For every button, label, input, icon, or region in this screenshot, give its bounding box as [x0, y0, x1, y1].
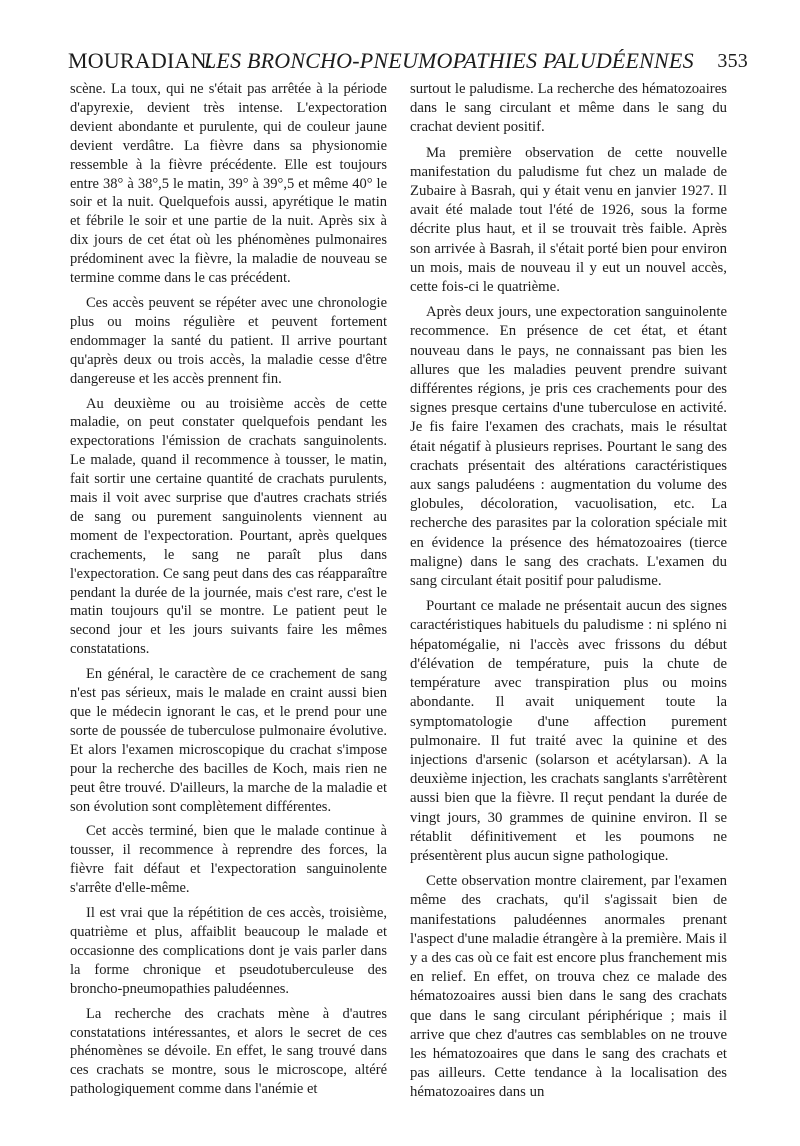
- running-header: [68, 48, 748, 78]
- paragraph: Pourtant ce malade ne présentait aucun des signes caractéristiques habituels du paludisme : ni spléno ni hépatomégalie, ni l'accès avec frissons du début d'élévation de température, puis la chute de température avec transpiration plus ou moins abondante. Il avait uniquement toute la symptomatologie d'une affection purement pulmonaire. Il fut traité avec la quinine et des injections d'arsenic (solarson et acétylarsan). A la deuxième injection, les crachats sanglants s'arrêtèrent aussi bien que la fièvre. Il reçut pendant la durée de vingt jours, 30 grammes de quinine environ. Il se rétablit définitivement et les poumons ne présentèrent plus aucun signe pathologique.: [410, 598, 727, 864]
- header-title: LES BRONCHO-PNEUMOPATHIES PALUDÉENNES: [204, 48, 694, 73]
- paragraph: Après deux jours, une expectoration sanguinolente recommence. En présence de cet état, et étant nouveau dans le pays, ne connaissant pas bien les allures que les maladies peuvent prendre suivant différentes régions, je pris ces crachements pour des signes presque certains d'une tuberculose en activité. Je fis faire l'examen des crachats, mais le résultat était négatif à plusieurs reprises. Pourtant le sang des crachats présentait des altérations caractéristiques aux sangs paludéens : augmentation du volume des globules, décoloration, vacuolisation, etc. La recherche des parasites par la coloration spéciale mit en évidence la présence des hématozoaires (tierce maligne) dans le sang des crachats. L'examen du sang circulant était positif pour paludisme.: [410, 304, 727, 590]
- header-author: MOURADIAN.: [68, 48, 213, 73]
- paragraph: scène. La toux, qui ne s'était pas arrêtée à la période d'apyrexie, devient très intense. L'expectoration devient abondante et purulente, qui de couleur jaune devient verdâtre. La fièvre dans sa physionomie ressemble à la fièvre précédente. Elle est toujours entre 38° à 38°,5 le matin, 39° à 39°,5 et même 40° le soir et la nuit. Quelquefois aussi, apyrétique le matin et fébrile le soir et une partie de la nuit. Après six à dix jours de cet état où les phénomènes pulmonaires prédominent avec la fièvre, la maladie de nouveau se termine comme dans le cas précédent.: [70, 81, 387, 287]
- paragraph: Ces accès peuvent se répéter avec une chronologie plus ou moins régulière et peuvent fortement endommager la santé du patient. Il arrive pourtant qu'après deux ou trois accès, la maladie cesse d'être dangereuse et les accès prennent fin.: [70, 294, 387, 387]
- paragraph: En général, le caractère de ce crachement de sang n'est pas sérieux, mais le malade en craint aussi bien que le médecin ignorant le cas, et le prend pour une sorte de poussée de tuberculose pulmonaire évolutive. Et alors l'examen microscopique du crachat s'impose pour la recherche des bacilles de Koch, mais rien ne peut être trouvé. D'ailleurs, la marche de la maladie et son évolution sont complètement différentes.: [70, 666, 387, 815]
- page-number: 353: [717, 50, 748, 72]
- left-column: [70, 80, 387, 1105]
- paragraph: Ma première observation de cette nouvelle manifestation du paludisme fut chez un malade de Zubaire à Basrah, qui y était venu en janvier 1927. Il avait été malade tout l'été de 1926, sous la forme décrite plus haut, et il se trouvait très faible. Après son arrivée à Basrah, il s'était porté bien pour environ un mois, mais de nouveau il y eut un nouvel accès, cette fois-ci le quatrième.: [410, 144, 727, 296]
- right-column: [410, 80, 727, 1109]
- paragraph: Au deuxième ou au troisième accès de cette maladie, on peut constater quelquefois pendant les expectorations l'émission de crachats sanguinolents. Le malade, quand il recommence à tousser, le matin, fait sortir une certaine quantité de crachats purulents, mais il voit avec surprise que d'autres crachats striés de sang ou purement sanguinolents viennent au moment de l'expectoration. Pourtant, après quelques crachements, le sang ne paraît plus dans l'expectoration. Ce sang peut dans des cas réapparaître pendant la durée de la journée, mais c'est rare, c'est le matin toujours qu'il se montre. Le patient peut le second jour et les jours suivants faire les mêmes constatations.: [70, 395, 387, 658]
- paragraph: La recherche des crachats mène à d'autres constatations intéressantes, et alors le secret de ces phénomènes se dévoile. En effet, le sang trouvé dans ces crachats se montre, sous le microscope, altéré pathologiquement comme dans l'anémie et: [70, 1005, 387, 1098]
- paragraph: surtout le paludisme. La recherche des hématozoaires dans le sang circulant et même dans le sang du crachat devient positif.: [410, 81, 727, 136]
- paragraph: Cet accès terminé, bien que le malade continue à tousser, il recommence à reprendre des forces, la fièvre fait défaut et l'expectoration sanguinolente s'arrête d'elle-même.: [70, 823, 387, 897]
- paragraph: Cette observation montre clairement, par l'examen même des crachats, qu'il s'agissait bien de manifestations paludéennes anormales prenant l'aspect d'une maladie étrangère à la première. Mais il y a des cas où ce fait est encore plus franchement mis en relief. En effet, on trouva chez ce malade des hématozoaires aussi bien dans le sang des crachats que dans le sang circulant périphérique ; mais il arrive que chez d'autres cas semblables on ne trouve les hématozoaires que dans le sang des crachats et pas ailleurs. Cette tendance à la localisation des hématozoaires dans un: [410, 873, 727, 1101]
- paragraph: Il est vrai que la répétition de ces accès, troisième, quatrième et plus, affaiblit beaucoup le malade et occasionne des complications dont je vais parler dans la forme chronique et pseudotuberculeuse des broncho-pneumopathies paludéennes.: [70, 905, 387, 997]
